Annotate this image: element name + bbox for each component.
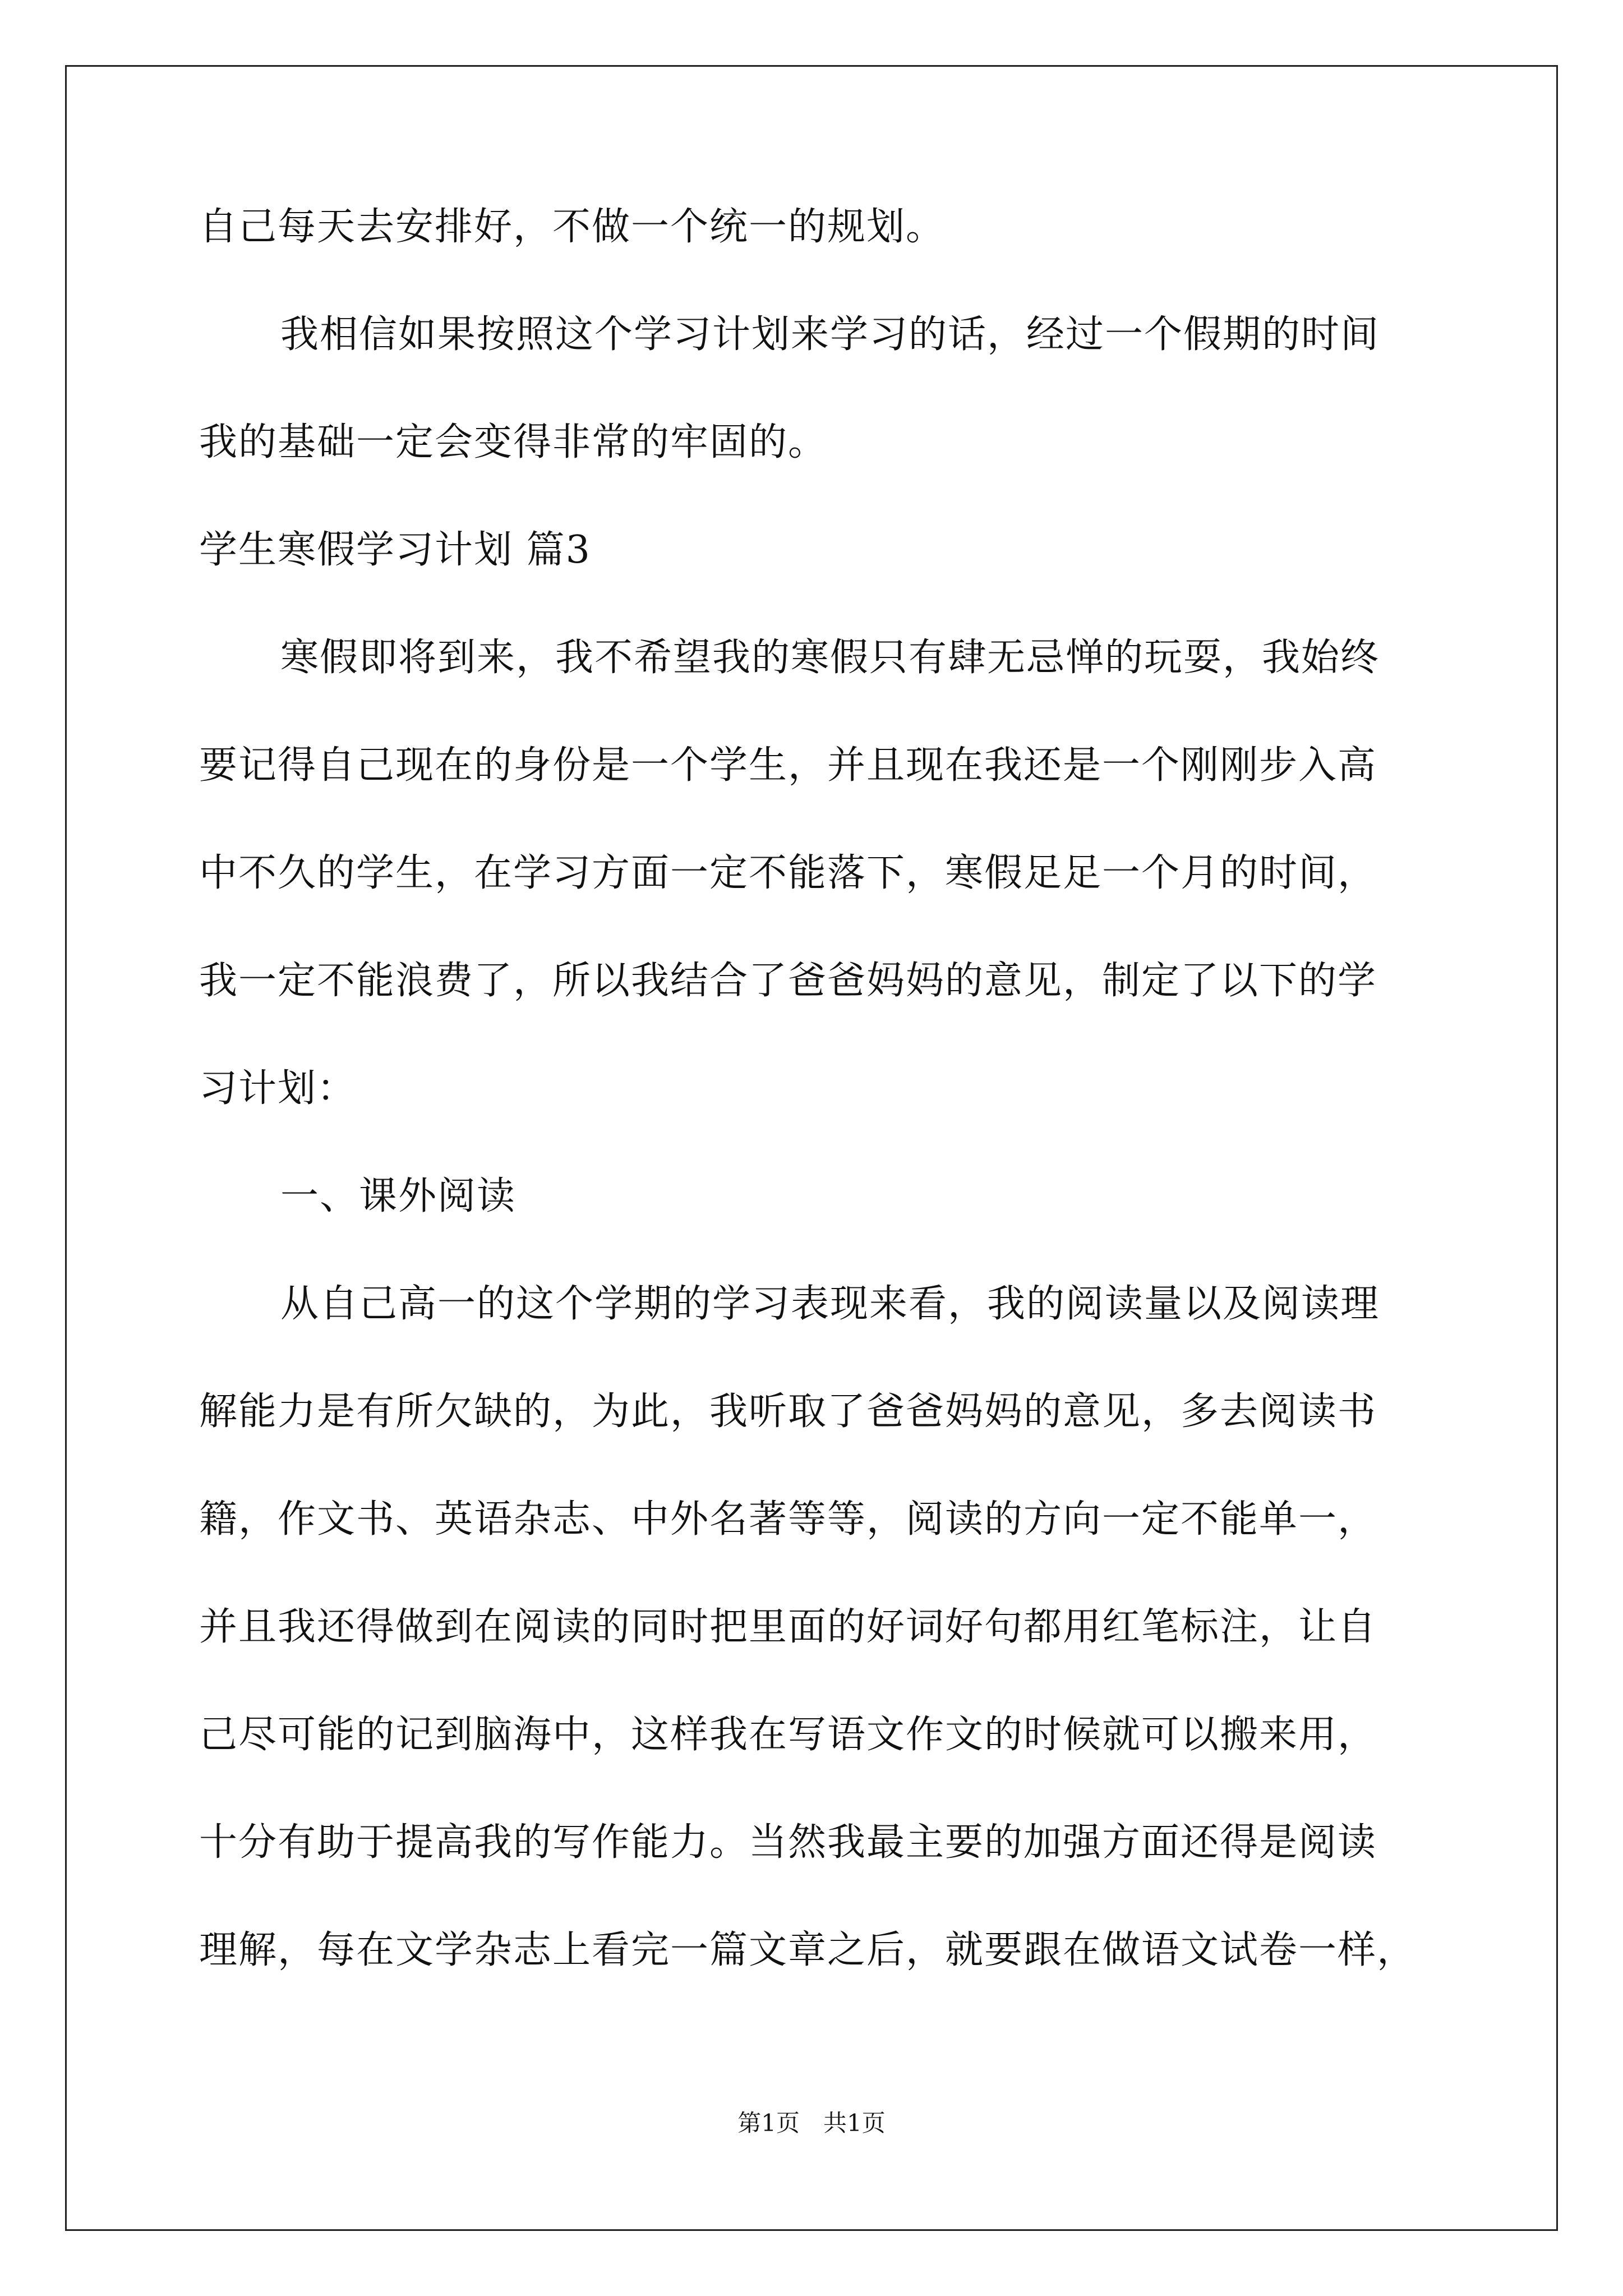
section-heading: 学生寒假学习计划 篇3 <box>199 528 591 572</box>
text-line: 理解，每在文学杂志上看完一篇文章之后，就要跟在做语文试卷一样， <box>199 1928 1417 1972</box>
text-line: 己尽可能的记到脑海中，这样我在写语文作文的时候就可以搬来用， <box>199 1713 1377 1757</box>
page-footer: 第1页 共1页 <box>737 2109 886 2137</box>
text-line: 我相信如果按照这个学习计划来学习的话，经过一个假期的时间 <box>280 312 1380 357</box>
text-line: 从自己高一的这个学期的学习表现来看，我的阅读量以及阅读理 <box>280 1282 1380 1326</box>
text-line: 并且我还得做到在阅读的同时把里面的好词好句都用红笔标注，让自 <box>199 1605 1377 1649</box>
text-line: 籍，作文书、英语杂志、中外名著等等，阅读的方向一定不能单一， <box>199 1497 1377 1542</box>
text-line: 自己每天去安排好，不做一个统一的规划。 <box>199 205 946 249</box>
text-line: 中不久的学生，在学习方面一定不能落下，寒假足足一个月的时间， <box>199 851 1377 895</box>
subsection-heading: 一、课外阅读 <box>280 1174 517 1218</box>
text-line: 习计划： <box>199 1066 357 1111</box>
text-line: 寒假即将到来，我不希望我的寒假只有肆无忌惮的玩耍，我始终 <box>280 636 1380 680</box>
text-line: 我一定不能浪费了，所以我结合了爸爸妈妈的意见，制定了以下的学 <box>199 959 1377 1003</box>
text-line: 解能力是有所欠缺的，为此，我听取了爸爸妈妈的意见，多去阅读书 <box>199 1389 1377 1434</box>
page-border <box>65 65 1558 2231</box>
text-line: 要记得自己现在的身份是一个学生，并且现在我还是一个刚刚步入高 <box>199 743 1377 788</box>
text-line: 我的基础一定会变得非常的牢固的。 <box>199 420 828 464</box>
text-line: 十分有助于提高我的写作能力。当然我最主要的加强方面还得是阅读 <box>199 1820 1377 1865</box>
